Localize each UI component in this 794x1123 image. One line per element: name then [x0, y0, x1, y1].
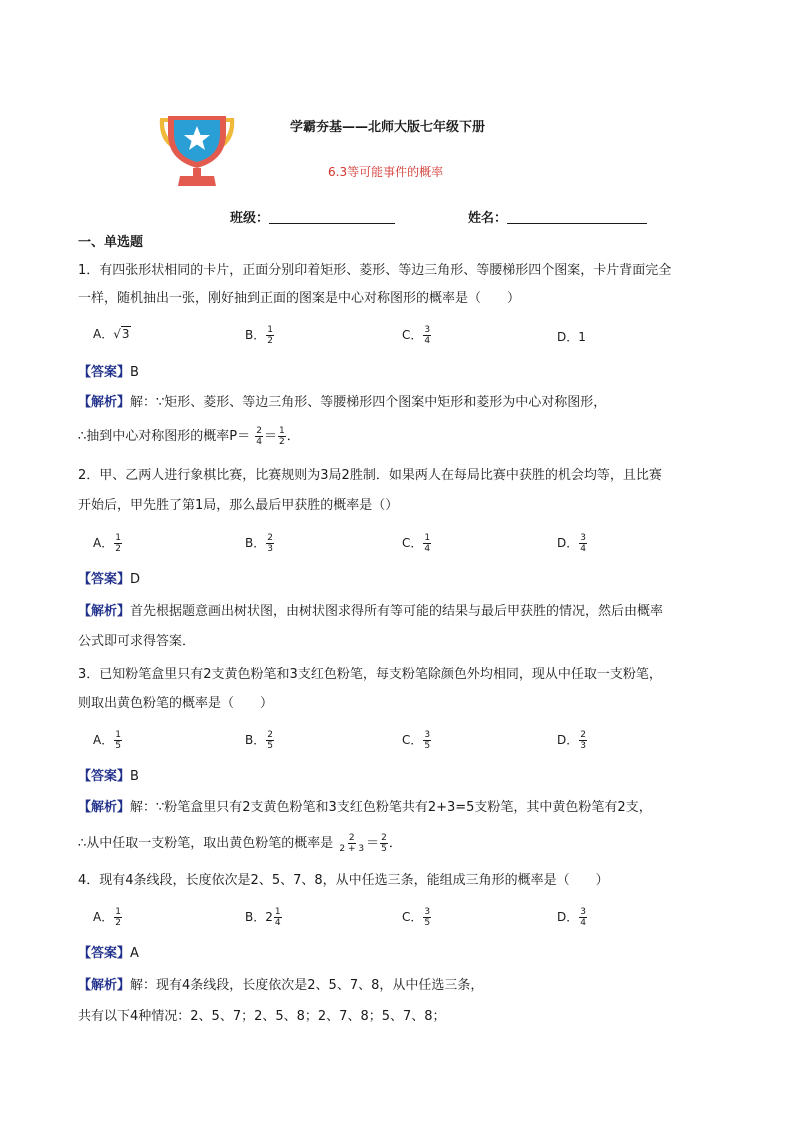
q4-option-b: B．2 $\frac{1}{4}$: [245, 907, 281, 928]
q1-option-b: B． $\frac{1}{2}$: [245, 325, 273, 346]
option-label: A．: [93, 327, 114, 341]
q4-option-c: C． $\frac{3}{5}$: [402, 907, 431, 928]
q2-option-c: C． $\frac{1}{4}$: [402, 533, 431, 554]
fraction: $\frac{2}{5}$: [267, 730, 273, 751]
fraction: $\frac{2}{4}$: [256, 426, 262, 447]
q2-stem-line2: 开始后，甲先胜了第1局，那么最后甲获胜的概率是（）: [78, 498, 399, 513]
q4-analysis-line1: 【解析】解：现有4条线段，长度依次是2、5、7、8，从中任选三条，: [78, 978, 484, 993]
fraction: $\frac{3}{4}$: [580, 907, 586, 928]
q3-option-b: B． $\frac{2}{5}$: [245, 730, 273, 751]
q2-analysis-line1: 【解析】首先根据题意画出树状图，由树状图求得所有等可能的结果与最后甲获胜的情况，然后由概率: [78, 604, 664, 619]
name-blank: [507, 209, 647, 224]
q2-option-a: A． $\frac{1}{2}$: [93, 533, 121, 554]
q4-stem-line1: 4．现有4条线段，长度依次是2、5、7、8，从中任选三条，能组成三角形的概率是（ ）: [78, 873, 609, 888]
q1-option-d: D．1: [557, 330, 586, 344]
fraction: $\frac{2}{3}$: [580, 730, 586, 751]
fraction: $\frac{3}{5}$: [424, 730, 431, 751]
q3-option-c: C． $\frac{3}{5}$: [402, 730, 431, 751]
sqrt-3: √3: [113, 327, 130, 341]
q1-analysis-line2: ∴抽到中心对称图形的概率P＝ $\frac{2}{4}$ ＝ $\frac{1}{2}$ ．: [78, 426, 300, 447]
document-title: 学霸夯基——北师大版七年级下册: [290, 120, 486, 135]
q1-analysis-line1: 【解析】解：∵矩形、菱形、等边三角形、等腰梯形四个图案中矩形和菱形为中心对称图形，: [78, 395, 607, 410]
fraction: $\frac{1}{2}$: [267, 325, 273, 346]
q2-option-d: D． $\frac{3}{4}$: [557, 533, 586, 554]
q2-analysis-line2: 公式即可求得答案．: [78, 634, 196, 649]
q3-stem-line1: 3．已知粉笔盒里只有2支黄色粉笔和3支红色粉笔，每支粉笔除颜色外均相同，现从中任取一支粉笔，: [78, 667, 662, 682]
document-subtitle: 6.3等可能事件的概率: [328, 165, 444, 179]
class-field: [230, 207, 395, 226]
q4-option-a: A． $\frac{1}{2}$: [93, 907, 121, 928]
fraction: $\frac{3}{4}$: [424, 325, 431, 346]
q1-stem-line2: 一样，随机抽出一张，刚好抽到正面的图案是中心对称图形的概率是（ ）: [78, 291, 521, 306]
section-heading: 一、单选题: [78, 235, 144, 250]
q4-option-d: D． $\frac{3}{4}$: [557, 907, 586, 928]
trophy-star-icon: [154, 112, 240, 188]
q4-analysis-line2: 共有以下4种情况：2、5、7；2、5、8；2、7、8；5、7、8；: [78, 1009, 446, 1024]
q3-stem-line2: 则取出黄色粉笔的概率是（ ）: [78, 696, 274, 711]
q3-option-a: A． $\frac{1}{5}$: [93, 730, 121, 751]
fraction: $\frac{1}{2}$: [279, 426, 285, 447]
fraction: $\frac{1}{5}$: [115, 730, 121, 751]
name-field: [468, 207, 647, 226]
fraction: $\frac{2}{3}$: [267, 533, 273, 554]
class-label: 班级：: [230, 211, 270, 226]
q1-answer: 【答案】B: [78, 365, 139, 380]
class-blank: [269, 209, 395, 224]
q1-option-c: C． $\frac{3}{4}$: [402, 325, 431, 346]
q3-analysis-line1: 【解析】解：∵粉笔盒里只有2支黄色粉笔和3支红色粉笔共有2+3=5支粉笔，其中黄色粉笔有2支，: [78, 800, 652, 815]
q2-stem-line1: 2．甲、乙两人进行象棋比赛，比赛规则为3局2胜制．如果两人在每局比赛中获胜的机会均等，且比赛: [78, 468, 662, 483]
fraction: $\frac{1}{4}$: [424, 533, 431, 554]
q3-answer: 【答案】B: [78, 769, 139, 784]
q1-option-a: [93, 325, 131, 342]
name-label: 姓名：: [468, 211, 508, 226]
fraction: $\frac{1}{2}$: [115, 907, 121, 928]
q3-analysis-line2: ∴从中任取一支粉笔，取出黄色粉笔的概率是 $\frac{2}{2 + 3}$ ＝ $\frac{2}{5}$ ．: [78, 833, 402, 854]
fraction: $\frac{2}{2 + 3}$: [339, 833, 365, 854]
fraction: $\frac{3}{5}$: [424, 907, 431, 928]
fraction: $\frac{1}{2}$: [115, 533, 121, 554]
q2-answer: 【答案】D: [78, 572, 141, 587]
q4-answer: 【答案】A: [78, 946, 139, 961]
q2-option-b: B． $\frac{2}{3}$: [245, 533, 273, 554]
q3-option-d: D． $\frac{2}{3}$: [557, 730, 586, 751]
fraction: $\frac{3}{4}$: [580, 533, 586, 554]
q1-stem-line1: 1．有四张形状相同的卡片，正面分别印着矩形、菱形、等边三角形、等腰梯形四个图案，卡片背面完全: [78, 263, 672, 278]
fraction: $\frac{1}{4}$: [274, 907, 281, 928]
fraction: $\frac{2}{5}$: [381, 833, 387, 854]
